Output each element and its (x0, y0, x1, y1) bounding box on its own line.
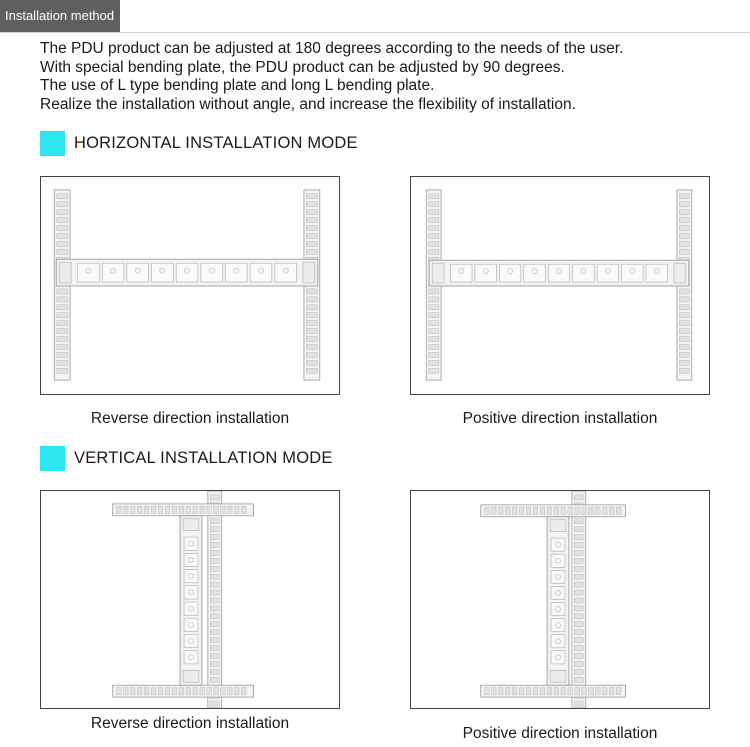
rail-slot (574, 558, 583, 563)
rail-slot (533, 507, 537, 514)
rail-slot (429, 226, 439, 231)
rail-slot (429, 233, 439, 238)
intro-line: Realize the installation without angle, and increase the flexibility of installation. (40, 95, 576, 113)
rail-slot (574, 630, 583, 635)
rail-slot (679, 249, 689, 254)
rail-slot (57, 289, 68, 294)
pdu-horizontal-reverse-diagram (41, 177, 339, 394)
rail-slot (306, 218, 317, 223)
rail-slot (214, 688, 218, 695)
rail-slot (172, 688, 176, 695)
pdu-socket (597, 264, 618, 282)
rail-slot (429, 368, 439, 373)
rail-slot (429, 352, 439, 357)
pdu-socket (475, 264, 496, 282)
rail-slot (210, 622, 219, 627)
rail-slot (679, 329, 689, 334)
rail-slot (574, 590, 583, 595)
rail-slot (57, 297, 68, 302)
intro-line: The PDU product can be adjusted at 180 degrees according to the needs of the user. (40, 40, 624, 57)
pdu-socket (250, 263, 272, 282)
horizontal-reverse-caption: Reverse direction installation (90, 410, 290, 427)
rail-slot (533, 688, 537, 695)
rail-slot (306, 360, 317, 365)
rail-slot (57, 305, 68, 310)
rail-slot (165, 688, 169, 695)
rail-slot (679, 344, 689, 349)
rail-slot (429, 218, 439, 223)
rail-slot (679, 202, 689, 207)
rail-slot (574, 646, 583, 651)
rail-slot (574, 582, 583, 587)
rail-slot (429, 210, 439, 215)
pdu-vertical-positive-diagram (411, 491, 709, 708)
rail-slot (574, 543, 583, 548)
pdu-vertical-reverse-diagram (41, 491, 339, 708)
rail-slot (242, 506, 246, 513)
pdu-socket (548, 264, 569, 282)
rail-slot (485, 507, 489, 514)
rail-slot (679, 194, 689, 199)
pdu-endcap (432, 263, 444, 283)
rail-slot (57, 241, 68, 246)
rail-slot (554, 688, 558, 695)
rail-slot (210, 614, 219, 619)
horizontal-positive-caption: Positive direction installation (462, 410, 658, 427)
pdu-socket (551, 602, 565, 615)
rail-slot (57, 329, 68, 334)
rail-slot (574, 598, 583, 603)
rail-slot (200, 688, 204, 695)
tab-divider (0, 32, 750, 33)
rail-slot (306, 210, 317, 215)
rail-slot (57, 360, 68, 365)
rail-slot (210, 638, 219, 643)
rail-slot (210, 574, 219, 579)
rail-slot (679, 210, 689, 215)
pdu-socket (551, 635, 565, 648)
accent-square-icon (40, 446, 65, 471)
pdu-socket (176, 263, 198, 282)
rail-slot (57, 352, 68, 357)
rail-slot (306, 249, 317, 254)
rail-slot (306, 344, 317, 349)
rail-slot (519, 688, 523, 695)
rail-slot (306, 289, 317, 294)
rail-slot (57, 194, 68, 199)
vertical-reverse-caption: Reverse direction installation (90, 715, 290, 732)
rail-slot (306, 202, 317, 207)
intro-line: The use of L type bending plate and long L bending plate. (40, 77, 435, 94)
rail-slot (596, 507, 600, 514)
rail-slot (540, 507, 544, 514)
pdu-socket (226, 263, 248, 282)
rail-slot (235, 506, 239, 513)
rail-slot (186, 506, 190, 513)
rail-slot (242, 688, 246, 695)
pdu-socket (646, 264, 667, 282)
vertical-section-title: VERTICAL INSTALLATION MODE (74, 449, 333, 467)
rail-slot (679, 337, 689, 342)
rail-slot (306, 368, 317, 373)
rail-slot (589, 688, 593, 695)
rail-slot (210, 661, 219, 666)
rail-slot (306, 297, 317, 302)
rail-slot (306, 194, 317, 199)
rail-slot (124, 688, 128, 695)
rail-slot (616, 688, 620, 695)
rail-slot (210, 550, 219, 555)
vertical-positive-caption: Positive direction installation (462, 725, 658, 742)
horizontal-section-title: HORIZONTAL INSTALLATION MODE (74, 134, 358, 152)
rail-slot (499, 507, 503, 514)
rail-slot (210, 598, 219, 603)
pdu-socket (127, 263, 149, 282)
rail-slot (540, 688, 544, 695)
rail-slot (179, 688, 183, 695)
pdu-socket (184, 634, 198, 647)
rail-slot (561, 507, 565, 514)
rail-slot (610, 688, 614, 695)
rail-slot (57, 226, 68, 231)
rail-slot (207, 506, 211, 513)
rail-slot (137, 506, 141, 513)
rail-slot (429, 360, 439, 365)
pdu-socket (551, 570, 565, 583)
rail-slot (228, 506, 232, 513)
rail-slot (429, 329, 439, 334)
rail-slot (158, 506, 162, 513)
rail-slot (221, 688, 225, 695)
pdu-socket (184, 570, 198, 583)
rail-slot (210, 590, 219, 595)
pdu-socket (184, 553, 198, 566)
rail-slot (574, 669, 583, 674)
rail-slot (124, 506, 128, 513)
rail-slot (165, 506, 169, 513)
rail-slot (144, 688, 148, 695)
rail-slot (547, 688, 551, 695)
rail-slot (210, 669, 219, 674)
rail-slot (151, 688, 155, 695)
rail-slot (306, 233, 317, 238)
rail-slot (499, 688, 503, 695)
rail-slot (306, 337, 317, 342)
pdu-socket (201, 263, 223, 282)
pdu-socket (184, 602, 198, 615)
rail-slot (306, 352, 317, 357)
pdu-endcap (303, 262, 315, 283)
rail-slot (210, 519, 219, 524)
rail-slot (131, 688, 135, 695)
rail-slot (679, 313, 689, 318)
pdu-socket (184, 651, 198, 664)
rail-slot (158, 688, 162, 695)
rail-slot (57, 218, 68, 223)
rail-slot (561, 688, 565, 695)
rail-slot (117, 688, 121, 695)
rail-slot (582, 507, 586, 514)
rail-slot (574, 566, 583, 571)
rail-slot (574, 638, 583, 643)
rail-slot (679, 352, 689, 357)
rail-slot (679, 360, 689, 365)
rail-slot (574, 606, 583, 611)
pdu-endcap (550, 520, 566, 532)
rail-slot (210, 606, 219, 611)
rail-slot (492, 688, 496, 695)
rail-slot (603, 507, 607, 514)
rail-slot (193, 688, 197, 695)
rail-slot (57, 344, 68, 349)
rail-slot (117, 506, 121, 513)
rail-slot (57, 368, 68, 373)
rail-slot (492, 507, 496, 514)
rail-slot (574, 535, 583, 540)
rail-slot (221, 506, 225, 513)
vertical-reverse-figure (40, 490, 340, 709)
horizontal-reverse-figure (40, 176, 340, 395)
rail-slot (519, 507, 523, 514)
pdu-socket (551, 619, 565, 632)
rail-slot (429, 321, 439, 326)
rail-slot (57, 321, 68, 326)
pdu-endcap (550, 670, 566, 682)
rail-slot (306, 313, 317, 318)
rail-slot (200, 506, 204, 513)
rail-slot (429, 305, 439, 310)
rail-slot (306, 241, 317, 246)
rail-slot (679, 226, 689, 231)
rail-slot (512, 507, 516, 514)
rail-slot (179, 506, 183, 513)
rail-slot (679, 289, 689, 294)
rail-slot (616, 507, 620, 514)
rail-slot (574, 527, 583, 532)
pdu-socket (551, 651, 565, 664)
rail-slot (554, 507, 558, 514)
pdu-socket (551, 586, 565, 599)
rail-slot (575, 688, 579, 695)
rail-slot (429, 289, 439, 294)
rail-slot (547, 507, 551, 514)
rail-slot (429, 297, 439, 302)
rail-slot (210, 677, 219, 682)
pdu-socket (275, 263, 297, 282)
rail-slot (506, 507, 510, 514)
rail-slot (679, 233, 689, 238)
rail-slot (172, 506, 176, 513)
intro-text (40, 40, 740, 114)
rail-slot (306, 305, 317, 310)
pdu-endcap (674, 263, 686, 283)
rail-slot (210, 543, 219, 548)
rail-slot (574, 622, 583, 627)
rail-slot (582, 688, 586, 695)
pdu-horizontal-positive-diagram (411, 177, 709, 394)
pdu-socket (451, 264, 472, 282)
rail-slot (679, 297, 689, 302)
rail-slot (210, 582, 219, 587)
pdu-socket (622, 264, 643, 282)
rail-slot (679, 368, 689, 373)
pdu-socket (78, 263, 100, 282)
rail-slot (429, 313, 439, 318)
rail-slot (57, 337, 68, 342)
pdu-socket (102, 263, 124, 282)
horizontal-positive-figure (410, 176, 710, 395)
rail-slot (679, 218, 689, 223)
rail-slot (210, 646, 219, 651)
rail-slot (589, 507, 593, 514)
rail-slot (603, 688, 607, 695)
rail-slot (574, 519, 583, 524)
rail-slot (210, 527, 219, 532)
rail-slot (679, 305, 689, 310)
pdu-socket (184, 586, 198, 599)
accent-square-icon (40, 131, 65, 156)
rail-slot (574, 654, 583, 659)
rail-slot (57, 202, 68, 207)
rail-slot (574, 614, 583, 619)
rail-slot (429, 344, 439, 349)
rail-slot (57, 210, 68, 215)
pdu-socket (573, 264, 594, 282)
rail-slot (574, 701, 583, 706)
rail-slot (306, 226, 317, 231)
pdu-socket (551, 554, 565, 567)
rail-slot (429, 337, 439, 342)
rail-slot (210, 630, 219, 635)
pdu-endcap (183, 670, 199, 682)
section-tab: Installation method (0, 0, 120, 32)
rail-slot (137, 688, 141, 695)
rail-slot (512, 688, 516, 695)
rail-slot (575, 507, 579, 514)
rail-slot (151, 506, 155, 513)
rail-slot (429, 249, 439, 254)
rail-slot (210, 558, 219, 563)
pdu-socket (184, 537, 198, 550)
rail-slot (574, 574, 583, 579)
rail-slot (429, 194, 439, 199)
rail-slot (526, 688, 530, 695)
rail-slot (526, 507, 530, 514)
rail-slot (210, 654, 219, 659)
rail-slot (131, 506, 135, 513)
rail-slot (568, 688, 572, 695)
pdu-socket (152, 263, 174, 282)
rail-slot (306, 329, 317, 334)
rail-slot (186, 688, 190, 695)
pdu-socket (551, 538, 565, 551)
vertical-positive-figure (410, 490, 710, 709)
rail-slot (57, 233, 68, 238)
rail-slot (574, 677, 583, 682)
rail-slot (235, 688, 239, 695)
rail-slot (144, 506, 148, 513)
rail-slot (207, 688, 211, 695)
rail-slot (210, 535, 219, 540)
pdu-socket (499, 264, 520, 282)
rail-slot (506, 688, 510, 695)
rail-slot (574, 661, 583, 666)
intro-line: With special bending plate, the PDU product can be adjusted by 90 degrees. (40, 58, 565, 76)
rail-slot (214, 506, 218, 513)
rail-slot (228, 688, 232, 695)
rail-slot (429, 241, 439, 246)
rail-slot (429, 202, 439, 207)
rail-slot (193, 506, 197, 513)
rail-slot (57, 249, 68, 254)
rail-slot (568, 507, 572, 514)
rail-slot (596, 688, 600, 695)
rail-slot (485, 688, 489, 695)
rail-slot (679, 241, 689, 246)
pdu-endcap (183, 519, 199, 531)
rail-slot (57, 313, 68, 318)
pdu-endcap (59, 262, 71, 283)
rail-slot (210, 495, 219, 500)
rail-slot (574, 495, 583, 500)
rail-slot (306, 321, 317, 326)
pdu-socket (524, 264, 545, 282)
pdu-socket (184, 618, 198, 631)
rail-slot (610, 507, 614, 514)
rail-slot (210, 566, 219, 571)
rail-slot (210, 701, 219, 706)
rail-slot (679, 321, 689, 326)
rail-slot (574, 550, 583, 555)
